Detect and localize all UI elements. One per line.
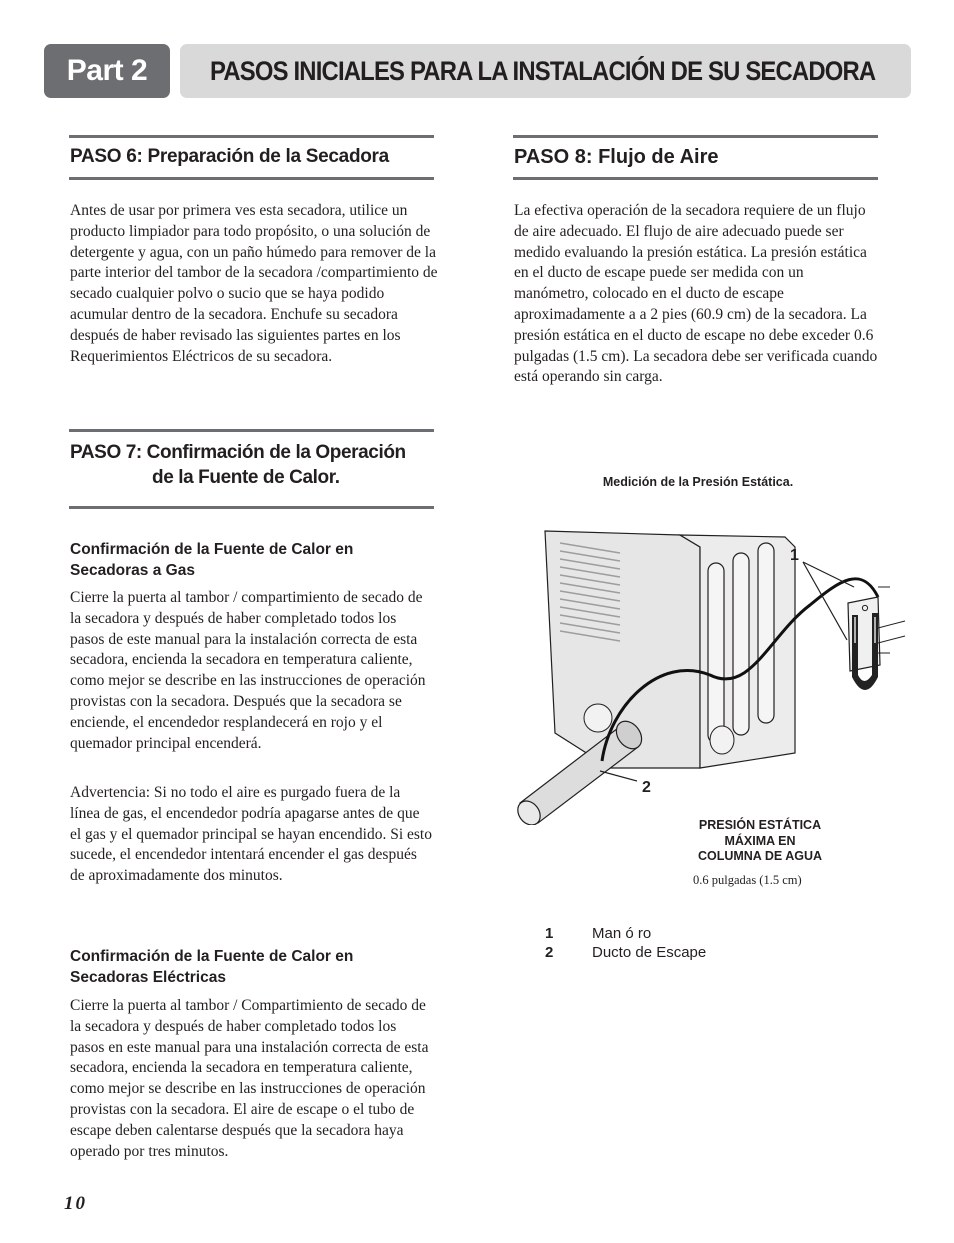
legend-label: Ducto de Escape (592, 944, 707, 961)
static-pressure-illustration (510, 525, 910, 825)
electric-subheading: Confirmación de la Fuente de Calor en Secadoras Eléctricas (70, 948, 354, 986)
paso7-heading (69, 429, 434, 509)
part-label: Part 2 (44, 44, 170, 98)
paso8-heading (513, 135, 878, 180)
figure-caption: Medición de la Presión Estática. (602, 475, 794, 489)
callout-2-line (600, 771, 637, 781)
legend-label: Man ó ro (592, 925, 652, 942)
paso6-body: Antes de usar por primera ves esta secadora, utilice un producto limpiador para todo propósito, o una solución de detergente y agua, con un paño húmedo para remover de la parte interior del tambor de la secadora /compartimiento de secado cualquier polvo o sucio que se haya podido acumular dentro de la secadora. Enchufe su secadora después de haber revisado las siguientes partes en los Requerimientos Eléctricos de su secadora. (70, 202, 438, 365)
gas-subheading: Confirmación de la Fuente de Calor en Secadoras a Gas (70, 541, 354, 579)
legend-number: 1 (545, 925, 554, 942)
legend-item (545, 925, 845, 945)
paso8-body: La efectiva operación de la secadora requiere de un flujo de aire adecuado. El flujo de aire adecuado puede ser medido evaluando la presión estática. La presión estática en el ducto de escape puede ser medida con un manómetro, colocado en el ducto de escape aproximadamente a a 2 pies (60.9 cm) de la secadora. La presión estática en el ducto de escape no debe exceder 0.6 pulgadas (1.5 cm). La secadora debe ser verificada cuando está operando sin carga. (514, 202, 878, 386)
paso7-heading-line1: PASO 7: Confirmación de la Operación (70, 442, 406, 463)
dryer-icon (545, 531, 795, 768)
page-title: PASOS INICIALES PARA LA INSTALACIÓN DE SU SECADORA (210, 55, 876, 86)
pressure-label-line2: MÁXIMA EN (724, 833, 796, 848)
legend-item (545, 944, 845, 964)
paso8-heading-text: PASO 8: Flujo de Aire (514, 146, 719, 168)
pressure-label (680, 818, 840, 865)
gas-body: Cierre la puerta al tambor / compartimiento de secado de la secadora y después de haber completado todos los pasos de este manual para la instalación correcta de esta secadora, encienda la secadora en temperatura caliente, como mejor se describe en las instrucciones de operación provistas con la secadora. Después que la secadora se enciende, el encendedor resplandecerá en rojo y el quemador principal encenderá. (70, 589, 426, 752)
manometer-icon (848, 587, 905, 690)
header-bar (180, 44, 911, 98)
page-number: 10 (64, 1193, 87, 1214)
callout-2-label: 2 (642, 779, 651, 796)
gas-warning: Advertencia: Si no todo el aire es purgado fuera de la línea de gas, el encendedor podría apagarse antes de que el gas y el quemador principal se hayan encendido. Si esto sucede, el encendedor intentará encender el gas después de aproximadamente dos minutos. (70, 784, 432, 885)
paso6-heading (69, 135, 434, 180)
electric-body: Cierre la puerta al tambor / Compartimiento de secado de la secadora y después de haber completado todos los pasos en este manual para una instalación correcta de esta secadora, encienda la secadora en temperatura caliente, como mejor se describe en las instrucciones de operación provistas con la secadora. El aire de escape o el tubo de escape deben calentarse después que la secadora haya operado por tres minutos. (70, 997, 429, 1160)
callout-1-line-b (803, 562, 847, 640)
paso6-heading-text: PASO 6: Preparación de la Secadora (70, 146, 389, 167)
pressure-value: 0.6 pulgadas (1.5 cm) (693, 873, 802, 887)
pressure-label-line3: COLUMNA DE AGUA (697, 849, 823, 863)
paso7-heading-line2: de la Fuente de Calor. (152, 467, 340, 488)
callout-1-label: 1 (790, 547, 799, 564)
legend-number: 2 (545, 944, 554, 961)
pressure-label-line1: PRESIÓN ESTÁTICA (698, 818, 822, 832)
